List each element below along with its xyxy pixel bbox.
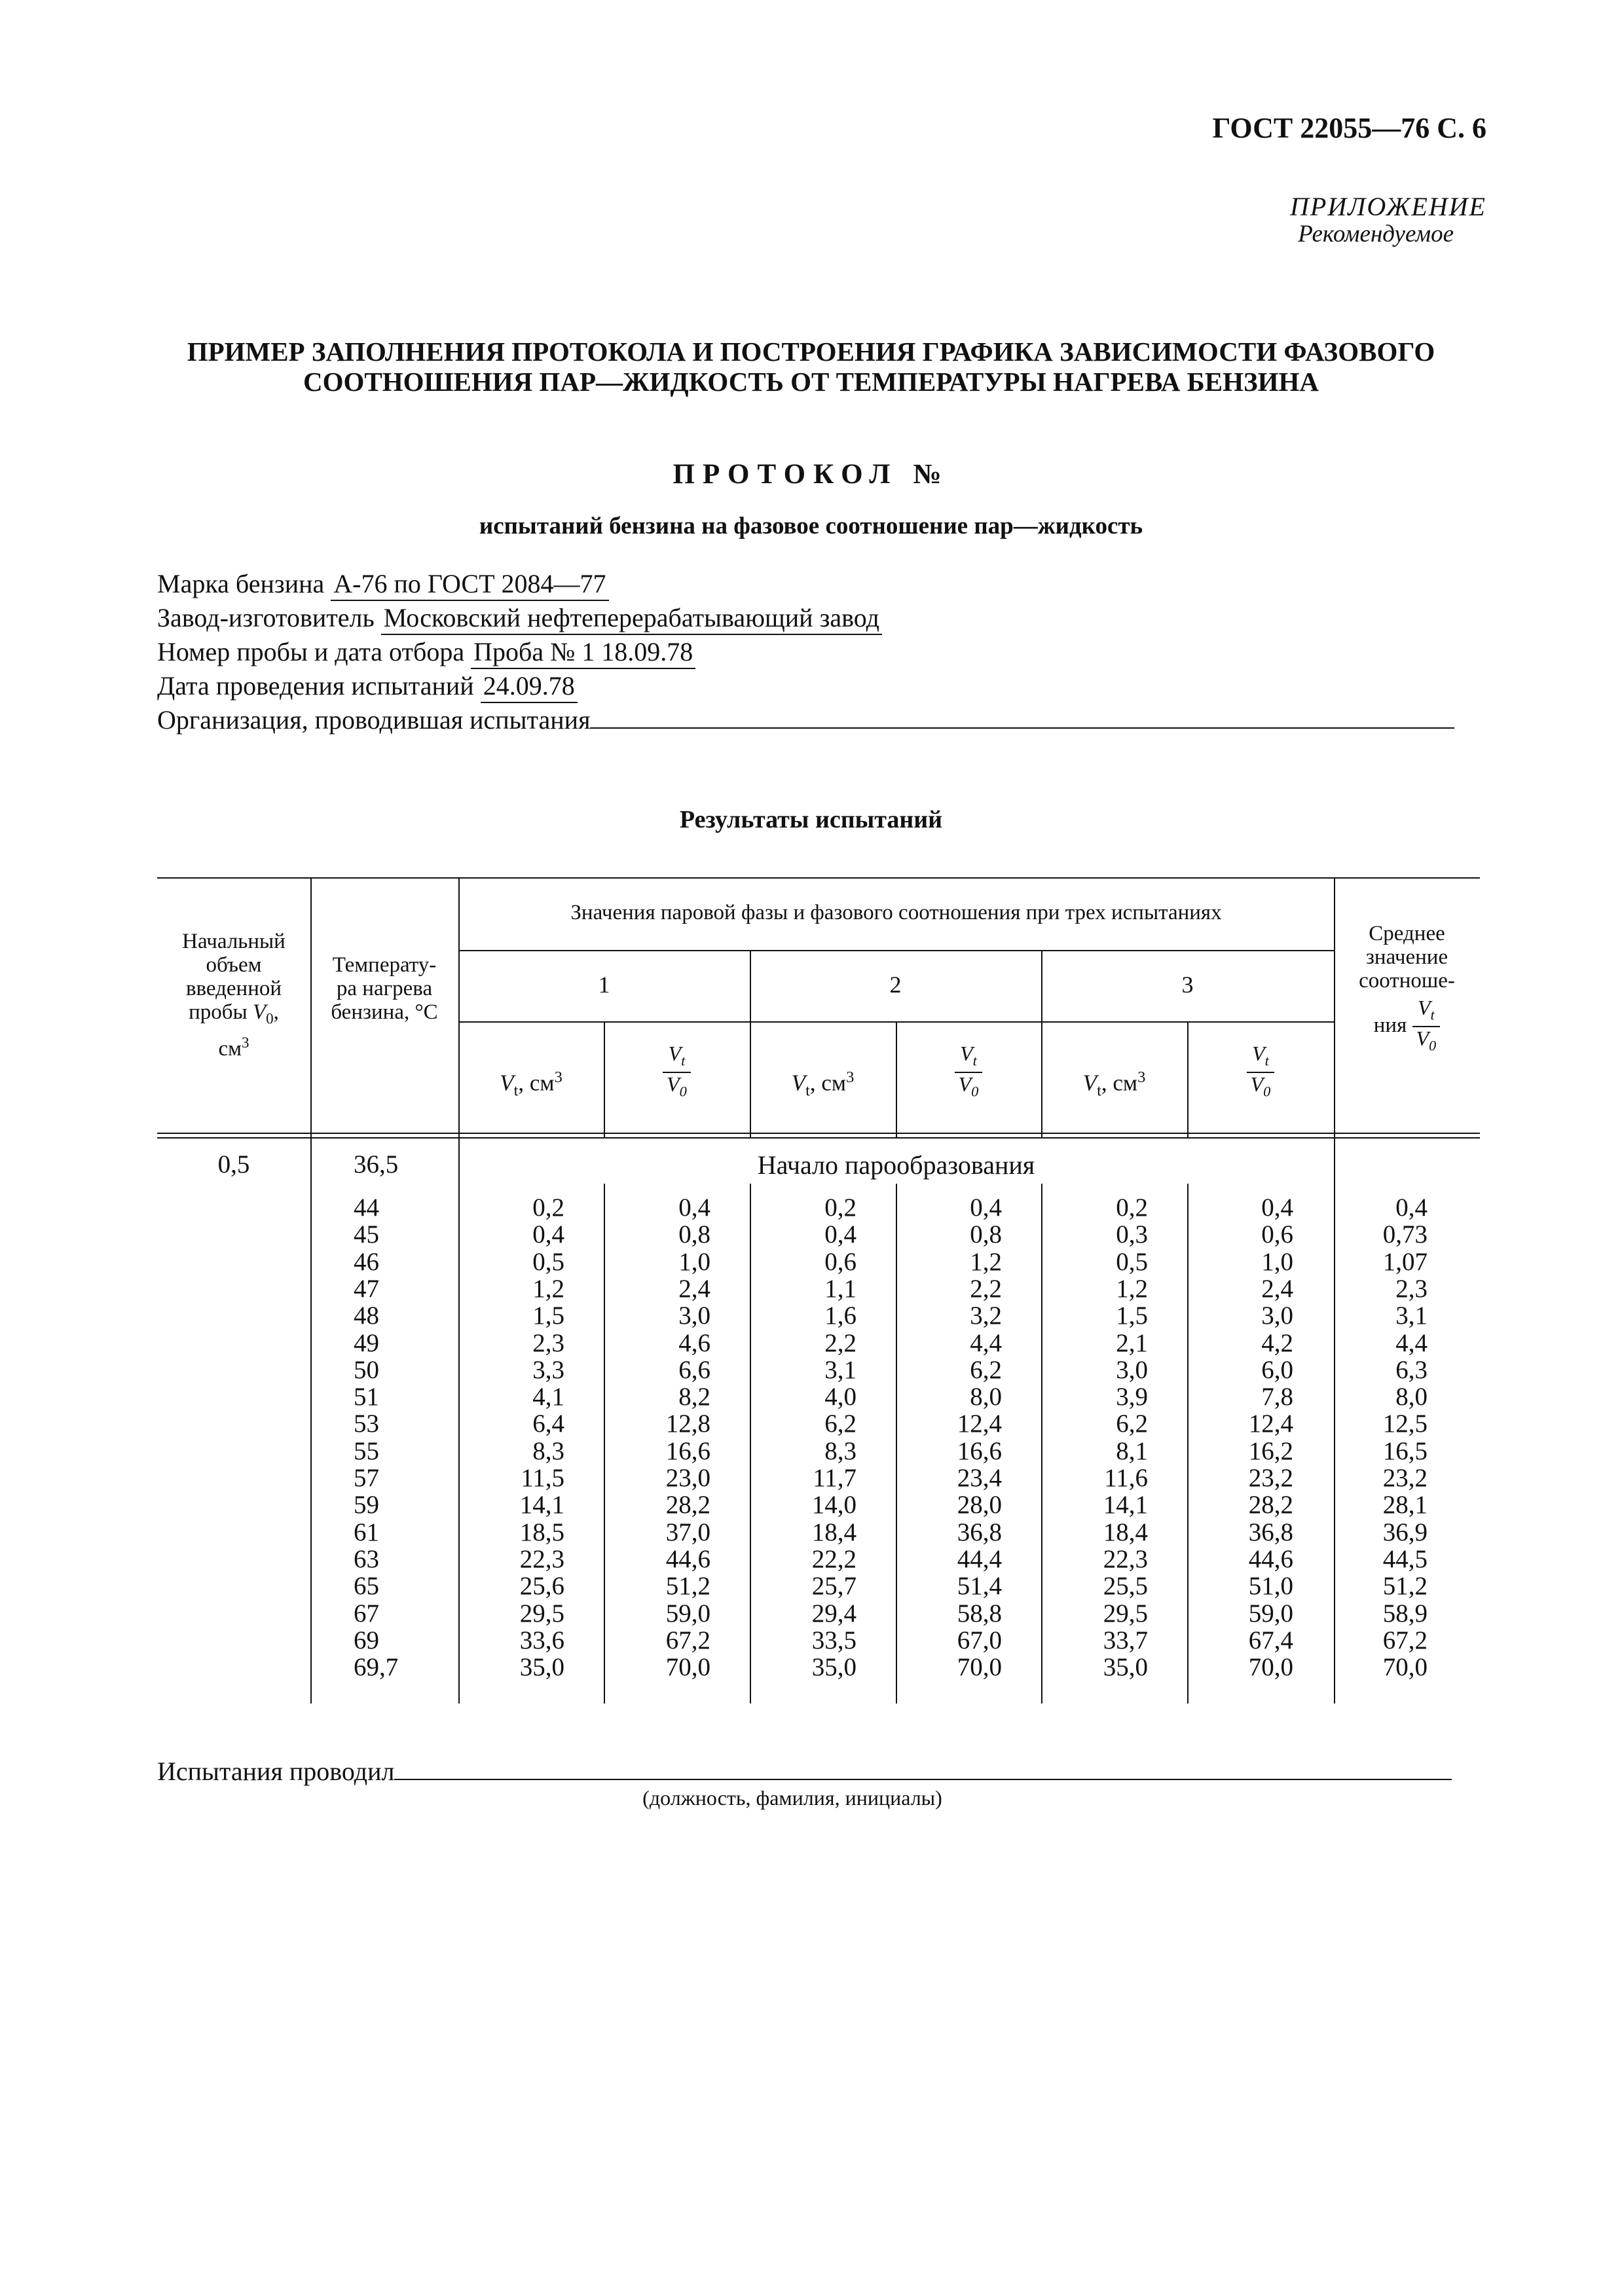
header-symbol: V	[1082, 1070, 1097, 1096]
field-value: Проба № 1 18.09.78	[471, 637, 695, 669]
header-ratio	[1187, 1042, 1334, 1103]
tested-by-note: (должность, фамилия, инициалы)	[642, 1786, 942, 1810]
header-test-2: 2	[889, 972, 902, 998]
header-text: Среднее	[1369, 922, 1445, 945]
table-cell: 70,0	[957, 1653, 1002, 1681]
table-cell: 59,0	[665, 1599, 710, 1628]
table-cell: 3,0	[1116, 1356, 1148, 1384]
header-text: пробы	[189, 1000, 253, 1024]
ratio-denominator	[1247, 1073, 1275, 1102]
table-cell: 6,6	[678, 1356, 710, 1384]
average-ratio-cell: 4,4	[1395, 1329, 1428, 1357]
field-value: Московский нефтеперерабатывающий завод	[381, 603, 882, 635]
header-vt: $V_t$, $см^3$	[1082, 1068, 1146, 1100]
table-cell: 35,0	[519, 1653, 564, 1681]
table-cell: 12,4	[957, 1410, 1002, 1438]
average-ratio-cell: 36,9	[1382, 1518, 1428, 1546]
table-cell: 22,3	[519, 1545, 564, 1573]
table-cell: 3,0	[1261, 1302, 1293, 1330]
table-cell: 0,5	[1116, 1248, 1148, 1276]
table-cell: 4,1	[532, 1383, 564, 1411]
field-label: Дата проведения испытаний	[157, 671, 481, 701]
table-cell: 44,4	[957, 1545, 1002, 1573]
header-subscript: t	[805, 1082, 810, 1100]
table-cell: 44,6	[665, 1545, 710, 1573]
temperature-cell: 65	[354, 1572, 379, 1600]
table-cell: 33,6	[519, 1626, 564, 1654]
table-cell: 67,4	[1248, 1626, 1293, 1654]
table-cell: 11,7	[813, 1464, 857, 1492]
table-cell: 0,4	[1261, 1194, 1293, 1222]
average-ratio-cell: 28,1	[1382, 1491, 1428, 1519]
table-cell: 1,0	[1261, 1248, 1293, 1276]
table-cell: 2,4	[678, 1275, 710, 1303]
header-unit: , см	[518, 1070, 555, 1096]
header-symbol: V	[1416, 1027, 1429, 1051]
vaporization-start-note: Начало парообразования	[757, 1150, 1035, 1180]
table-cell: 0,4	[678, 1194, 710, 1222]
table-cell: 0,4	[824, 1220, 857, 1248]
table-cell: 25,7	[811, 1572, 857, 1600]
document-title-line-1: ПРИМЕР ЗАПОЛНЕНИЯ ПРОТОКОЛА И ПОСТРОЕНИЯ ГРАФИКА ЗАВИСИМОСТИ ФАЗОВОГО	[187, 337, 1435, 367]
header-text: Начальный	[182, 930, 286, 953]
table-cell: 2,2	[970, 1275, 1002, 1303]
ratio-numerator	[955, 1042, 983, 1073]
tested-by-row	[157, 1756, 1452, 1787]
table-cell: 0,5	[532, 1248, 564, 1276]
table-cell: 8,3	[824, 1437, 857, 1465]
temperature-cell: 69,7	[354, 1653, 399, 1681]
ratio-denominator	[955, 1073, 983, 1102]
tested-by-blank	[394, 1779, 1452, 1780]
table-cell: 0,4	[532, 1220, 564, 1248]
temperature-cell: 53	[354, 1410, 379, 1438]
header-symbol: V	[667, 1072, 680, 1097]
table-cell: 4,4	[970, 1329, 1002, 1357]
header-text: введенной	[185, 977, 282, 1000]
table-cell: 36,8	[957, 1518, 1002, 1546]
header-subscript: 0	[1263, 1083, 1271, 1100]
average-ratio-cell: 0,4	[1395, 1194, 1428, 1222]
header-text: $см^3$	[218, 1033, 249, 1061]
table-cell: 6,2	[1116, 1410, 1148, 1438]
temperature-cell: 45	[354, 1220, 379, 1248]
header-symbol: V	[791, 1070, 806, 1096]
table-cell: 51,0	[1248, 1572, 1293, 1600]
table-cell: 23,4	[957, 1464, 1002, 1492]
table-cell: 16,6	[957, 1437, 1002, 1465]
table-cell: 1,0	[678, 1248, 710, 1276]
document-number: ГОСТ 22055—76 С. 6	[1212, 112, 1486, 144]
temperature-cell: 50	[354, 1356, 379, 1384]
table-cell: 1,5	[532, 1302, 564, 1330]
header-symbol: V	[668, 1042, 682, 1065]
ratio-numerator	[1412, 996, 1441, 1027]
table-cell: 1,5	[1116, 1302, 1148, 1330]
header-temperature	[310, 953, 458, 1024]
table-cell: 35,0	[1103, 1653, 1148, 1681]
table-cell: 14,1	[519, 1491, 564, 1519]
table-cell: 33,7	[1103, 1626, 1148, 1654]
table-cell: 70,0	[1248, 1653, 1293, 1681]
temperature-cell: 63	[354, 1545, 379, 1573]
header-subscript: t	[1264, 1052, 1269, 1069]
ratio-fraction	[955, 1042, 983, 1103]
table-cell: 28,0	[957, 1491, 1002, 1519]
average-ratio-cell: 70,0	[1382, 1653, 1428, 1681]
temperature-cell: 61	[354, 1518, 379, 1546]
average-ratio-cell: 2,3	[1395, 1275, 1428, 1303]
header-text: пробы $V_0$,	[189, 1000, 279, 1027]
header-average	[1334, 922, 1480, 1057]
field-label: Завод-изготовитель	[157, 603, 381, 632]
header-subscript: t	[1097, 1082, 1101, 1100]
ratio-denominator	[1412, 1027, 1441, 1057]
table-cell: 44,6	[1248, 1545, 1293, 1573]
table-header-rule-1	[458, 950, 1334, 951]
table-cell: 35,0	[811, 1653, 857, 1681]
temperature-cell: 47	[354, 1275, 379, 1303]
table-cell: 0,6	[1261, 1220, 1293, 1248]
field-sample	[157, 636, 695, 669]
header-text: бензина, °С	[331, 1000, 438, 1024]
table-cell: 0,3	[1116, 1220, 1148, 1248]
header-subscript: t	[681, 1052, 686, 1069]
table-cell: 14,1	[1103, 1491, 1148, 1519]
table-cell: 8,1	[1116, 1437, 1148, 1465]
table-cell: 4,2	[1261, 1329, 1293, 1357]
table-cell: 1,2	[1116, 1275, 1148, 1303]
table-cell: 25,5	[1103, 1572, 1148, 1600]
table-cell: 11,6	[1104, 1464, 1148, 1492]
table-cell: 23,2	[1248, 1464, 1293, 1492]
field-organization	[157, 704, 1454, 735]
table-cell: 59,0	[1248, 1599, 1293, 1628]
average-ratio-cell: 44,5	[1382, 1545, 1428, 1573]
table-cell: 37,0	[665, 1518, 710, 1546]
header-vt: $V_t$, $см^3$	[791, 1068, 855, 1100]
table-cell: 18,4	[811, 1518, 857, 1546]
header-test-1: 1	[598, 972, 610, 998]
table-cell: 0,2	[1116, 1194, 1148, 1222]
header-vt: $V_t$, $см^3$	[500, 1068, 562, 1100]
header-initial-volume	[157, 930, 310, 1061]
field-test-date	[157, 670, 578, 703]
table-cell: 0,6	[824, 1248, 857, 1276]
table-cell: 4,0	[824, 1383, 857, 1411]
table-cell: 29,5	[1103, 1599, 1148, 1628]
header-text: Температу-	[332, 953, 437, 977]
table-cell: 0,8	[970, 1220, 1002, 1248]
ratio-fraction	[1412, 996, 1441, 1057]
header-text: объем	[206, 953, 262, 977]
header-text: значение	[1365, 945, 1448, 969]
table-cell: 18,5	[519, 1518, 564, 1546]
table-cell: 51,2	[665, 1572, 710, 1600]
header-symbol: V	[1250, 1072, 1264, 1097]
header-subscript: t	[1430, 1006, 1435, 1023]
table-cell: 0,8	[678, 1220, 710, 1248]
average-ratio-cell: 23,2	[1382, 1464, 1428, 1492]
table-cell: 1,2	[532, 1275, 564, 1303]
average-ratio-cell: 51,2	[1382, 1572, 1428, 1600]
table-cell: 3,1	[824, 1356, 857, 1384]
average-ratio-cell: 67,2	[1382, 1626, 1428, 1654]
table-cell: 33,5	[811, 1626, 857, 1654]
table-cell: 0,2	[824, 1194, 857, 1222]
ratio-numerator	[663, 1042, 691, 1073]
table-cell: 28,2	[1248, 1491, 1293, 1519]
table-cell: 16,2	[1248, 1437, 1293, 1465]
average-ratio-cell: 16,5	[1382, 1437, 1428, 1465]
temperature-cell: 67	[354, 1599, 379, 1628]
header-text	[1334, 996, 1480, 1057]
header-ratio	[896, 1042, 1041, 1103]
start-temperature-value: 36,5	[354, 1150, 399, 1178]
temperature-cell: 48	[354, 1302, 379, 1330]
table-cell: 12,8	[665, 1410, 710, 1438]
header-subscript: 0	[971, 1083, 979, 1100]
appendix-label: ПРИЛОЖЕНИЕ	[1290, 192, 1486, 221]
header-text: соотноше-	[1359, 969, 1455, 993]
table-cell: 51,4	[957, 1572, 1002, 1600]
average-ratio-cell: 0,73	[1382, 1220, 1428, 1248]
average-ratio-cell: 1,07	[1382, 1248, 1428, 1276]
header-symbol: V	[960, 1042, 973, 1065]
header-subscript: 0	[266, 1010, 274, 1027]
table-cell: 16,6	[665, 1437, 710, 1465]
table-cell: 6,0	[1261, 1356, 1293, 1384]
protocol-title: ПРОТОКОЛ №	[673, 459, 949, 490]
field-value: 24.09.78	[481, 671, 578, 703]
table-cell: 36,8	[1248, 1518, 1293, 1546]
average-ratio-cell: 12,5	[1382, 1410, 1428, 1438]
header-symbol: V	[1417, 996, 1431, 1019]
header-symbol: V	[500, 1070, 514, 1096]
temperature-cell: 46	[354, 1248, 379, 1276]
table-cell: 4,6	[678, 1329, 710, 1357]
temperature-cell: 59	[354, 1491, 379, 1519]
table-cell: 1,1	[824, 1275, 857, 1303]
header-symbol: V	[1252, 1042, 1265, 1065]
field-value-blank	[590, 727, 1454, 729]
table-cell: 12,4	[1248, 1410, 1293, 1438]
ratio-fraction	[663, 1042, 691, 1103]
header-subscript: t	[513, 1082, 519, 1100]
table-cell: 2,1	[1116, 1329, 1148, 1357]
table-cell: 8,2	[678, 1383, 710, 1411]
ratio-denominator	[663, 1073, 691, 1102]
table-cell: 8,0	[970, 1383, 1002, 1411]
temperature-cell: 51	[354, 1383, 379, 1411]
table-top-rule	[157, 877, 1480, 879]
table-cell: 0,2	[532, 1194, 564, 1222]
field-label: Номер пробы и дата отбора	[157, 637, 471, 666]
table-cell: 22,3	[1103, 1545, 1148, 1573]
table-cell: 67,2	[665, 1626, 710, 1654]
table-cell: 58,8	[957, 1599, 1002, 1628]
average-ratio-cell: 6,3	[1395, 1356, 1428, 1384]
initial-volume-value: 0,5	[217, 1150, 250, 1178]
temperature-cell: 69	[354, 1626, 379, 1654]
table-cell: 23,0	[665, 1464, 710, 1492]
temperature-cell: 55	[354, 1437, 379, 1465]
table-cell: 29,4	[811, 1599, 857, 1628]
table-cell: 70,0	[665, 1653, 710, 1681]
field-manufacturer	[157, 602, 882, 635]
results-title: Результаты испытаний	[679, 806, 943, 833]
header-unit: см	[218, 1036, 242, 1061]
temperature-cell: 44	[354, 1194, 379, 1222]
document-title-line-2: СООТНОШЕНИЯ ПАР—ЖИДКОСТЬ ОТ ТЕМПЕРАТУРЫ НАГРЕВА БЕНЗИНА	[303, 367, 1319, 397]
temperature-cell: 57	[354, 1464, 379, 1492]
header-unit: , см	[1101, 1070, 1138, 1096]
average-ratio-cell: 3,1	[1395, 1302, 1428, 1330]
header-subscript: t	[972, 1052, 977, 1069]
header-subscript: 0	[679, 1083, 687, 1100]
field-gasoline-brand	[157, 568, 609, 601]
tested-by-label: Испытания проводил	[157, 1757, 395, 1786]
table-cell: 22,2	[811, 1545, 857, 1573]
table-cell: 25,6	[519, 1572, 564, 1600]
table-cell: 1,2	[970, 1248, 1002, 1276]
table-cell: 1,6	[824, 1302, 857, 1330]
average-ratio-cell: 58,9	[1382, 1599, 1428, 1628]
ratio-numerator	[1247, 1042, 1275, 1073]
table-cell: 29,5	[519, 1599, 564, 1628]
protocol-subtitle: испытаний бензина на фазовое соотношение пар—жидкость	[479, 513, 1143, 539]
table-header-bottom-rule-double	[157, 1137, 1480, 1139]
table-header-bottom-rule	[157, 1133, 1480, 1134]
table-cell: 3,2	[970, 1302, 1002, 1330]
header-test-3: 3	[1181, 972, 1194, 998]
table-cell: 67,0	[957, 1626, 1002, 1654]
table-cell: 3,9	[1116, 1383, 1148, 1411]
table-cell: 6,2	[970, 1356, 1002, 1384]
table-cell: 7,8	[1261, 1383, 1293, 1411]
appendix-note: Рекомендуемое	[1298, 221, 1454, 247]
table-cell: 11,5	[521, 1464, 564, 1492]
header-text: ра нагрева	[336, 977, 433, 1000]
table-cell: 6,2	[824, 1410, 857, 1438]
header-unit: , см	[809, 1070, 847, 1096]
temperature-cell: 49	[354, 1329, 379, 1357]
header-text: ния	[1373, 1013, 1407, 1037]
table-cell: 2,3	[532, 1329, 564, 1357]
table-cell: 3,3	[532, 1356, 564, 1384]
header-symbol: V	[252, 1000, 267, 1024]
table-cell: 2,4	[1261, 1275, 1293, 1303]
header-ratio	[604, 1042, 750, 1103]
field-label: Организация, проводившая испытания	[157, 705, 591, 735]
header-subscript: 0	[1429, 1037, 1437, 1054]
header-symbol: V	[958, 1072, 972, 1097]
table-cell: 28,2	[665, 1491, 710, 1519]
table-cell: 3,0	[678, 1302, 710, 1330]
ratio-fraction	[1247, 1042, 1275, 1103]
table-cell: 18,4	[1103, 1518, 1148, 1546]
table-cell: 8,3	[532, 1437, 564, 1465]
field-value: А-76 по ГОСТ 2084—77	[331, 569, 608, 601]
header-group: Значения паровой фазы и фазового соотношения при трех испытаниях	[570, 901, 1222, 924]
table-cell: 6,4	[532, 1410, 564, 1438]
table-cell: 2,2	[824, 1329, 857, 1357]
average-ratio-cell: 8,0	[1395, 1383, 1428, 1411]
table-cell: 0,4	[970, 1194, 1002, 1222]
field-label: Марка бензина	[157, 569, 331, 598]
table-cell: 14,0	[811, 1491, 857, 1519]
